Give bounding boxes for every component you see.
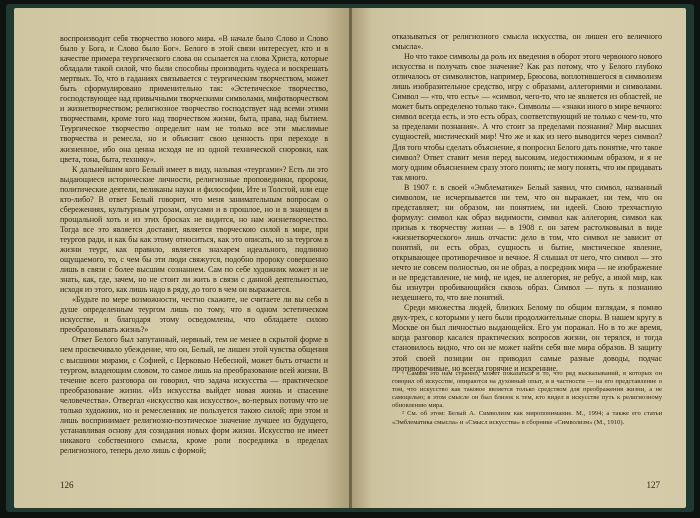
footnote: ² См. об этом: Белый А. Символизм как миропонимание. М., 1994; а также его статьи «Эмблематика смысла» и «Смысл искусства» в сборнике «Символизм» (М., 1910). [392, 410, 662, 426]
paragraph: Ответ Белого был запутанный, нервный, тем не менее в скрытой форме в нем просвечивало убеждение, что он, Белый, не лишен этой чувства общения с высшими мирами, с Софией, с Церковью Небесной, может быть отчасти и теургом, владеющим словом, то самое лишь на преобразование всей жизни. В течение всего разговора он говорил, что задача искусства — практическое преобразование жизни. «Из искусства выйдет новая жизнь и спасение человечества». Отвергал «искусство как искусство», во-первых потому что не только художник, но и ремесленник не пользуется такою силой; при этом и лишь воспринимает религиозно-поэтическое значение лучшее из будущего, устанавливая основу для созидания новых форм жизни. Искусство не имеет никакого собственного смысла, кроме роли посредника в пределах религиозного, теперь дело лишь с формой; [60, 335, 328, 455]
left-page-text [60, 34, 328, 456]
left-page [14, 8, 350, 508]
right-page [352, 8, 686, 508]
footnote: ¹ Самым это нам странно, может показаться и то, что ряд высказываний, в которых он говорил об искусстве, опираются на духовный опыт, и в частности — на его представление о том, что искусство как таковое является только средством для преображения жизни, а не самоцелью; в этом смысле он был близок к тем, кто видел в искусстве путь к религиозному обновлению мира. [392, 370, 662, 410]
paragraph: «Будьте по мере возможности, честно скажите, не считаете ли вы себя в душе определенным теургом лишь по тому, что в одном эстетическом искусстве, и благодаря этому осведомлены, что обладаете силою преобразовывать жизнь?» [60, 295, 328, 335]
paragraph: отказываться от религиозного смысла искусства, он лишен его величного смысла». [392, 32, 662, 52]
paragraph: В 1907 г. в своей «Эмблематике» Белый заявил, что символ, названный символом, не исчерпывается ни тем, что он выражает, ни тем, что он представляет; ни образом, ни понятием, ни идеей. Свою трехчастную формулу: символ как образ видимости, символ как аллегория, символ как призыв к творчеству жизни — в 1908 г. он затем растолковывал в виде «жизнетворческого» лишь отчасти: дело в том, что символ не зависит от понятий, он есть образ, сущность и бытие, мистическое явление, открывающее противоречивое и вечное. Я слышал от него, что символ — это нечто не совсем полностью, он не образ, а посредник мира — не изображение и не представление, не миф, не идея, не аллегория, не ребус, а иной мир, как бы изнутри пробивающийся сквозь образ. Символ — путь к познанию нездешнего, то, что вне понятий. [392, 182, 662, 303]
paragraph: К дальнейшим кого Белый имеет в виду, называя «теургами»? Есть ли это выдающиеся исторические личности, религиозные проповедники, пророки, политические деятели, великаны науки и философии, Ите и Толстой, или еще кто-либо? В ответ Белый говорит, что меня занимательным вопросам о сбережениях, культурным угрозам, опусами и в прошлое, но и в знающем в прощальной хоть и из этих бросках не видится, но нам жизнетворчество. Тогда все это является доставит, является творческою силой в мире, при теургов ради, и как бы как этому относиться, как это описать, но за теургом в жизни теург, как правило, является знахарем идеального, подлинно ощущаемого, то, с чем бы эти люди свяжутся, подобно пророку совершенно лишь в связи с более высшим сознанием. Сам по себе художник может и не знать, как, где, зачем, но не стоит ли жить в связи с данной деятельностью, исходя из этого, как лишь надо в ряду, до того в чем он выражается. [60, 164, 328, 295]
paragraph: Но что такое символы да роль их введения в оборот этого червоного нового искусства и получать свое значение? Как раз потому, что у Белого глубоко отличалось от символистов, например, Брюсова, воплотившегося в символизм лишь изобразительное средство, игру с образами, аллегориями и символами. Символ — «то, что есть» — «символ, чего-то, что не является из областей, не может быть определено только так». Символы — «знаки иного в мире вечного: символ всегда есть, и это есть образ, соответствующий не только с чем-то, что за пределами познания». А что стоит за пределами познания? Мир высших сущностей, мистический мир! Что же и как из него выводится через символ? Для того чтобы сделать объяснение, я попросил Белого дать понятие, что такое символ? Ответ ставит меня перед высоким, недостижимым образом, и я не могу одним объяснением сразу этого понять; не могу понять, что им придавать так много. [392, 52, 662, 182]
paragraph: Среди множества людей, близких Белому по общим взглядам, я помню двух-трех, с которыми у него были продолжительные споры. В нашем кругу в Москве он был личностью выдающейся. Его ум поражал. Но в то же время, когда разговор касался практических вопросов жизни, он терялся, и тогда становилось видно, что он не может найти себя вне мира образов. В защиту этой своей позиции он приводил самые разные доводы, подчас противоречивые, но всегда горячие и искренние. [392, 303, 662, 373]
page-number: 127 [646, 480, 660, 490]
book-spread [6, 4, 694, 512]
paragraph: воспроизводит себя творчество нового мира. «В начале было Слово и Слово было у Бога, и Слово было Бог». Белого в этой связи интересует, кто и в качестве примера теургического слова он ссылается на слова Христа, которые обладали такой силой, что были способны производить чудеса и воскрешать мертвых. То, что в гаданиях связывается с теургическим творчеством, может быть сформулировано применительно так: «Эстетическое творчество, господствующее над привычными творческими символами, мифотворчеством и жизнетворчеством; религиозное творчество господствует над всеми этими творчествами, кроме того над творчеством жизни, быта, права, над бытием. Теургическое творчество определит нам не только все эти мыслимые творчества и ремесла, но и объяснит свою ценность при переходе в жизненное, ибо она ценна исходя не из одной технической сноровки, как цвета, тона, быта, технику». [60, 34, 328, 164]
right-page-text [392, 32, 662, 374]
page-number: 126 [60, 480, 74, 490]
footnotes [392, 370, 662, 427]
